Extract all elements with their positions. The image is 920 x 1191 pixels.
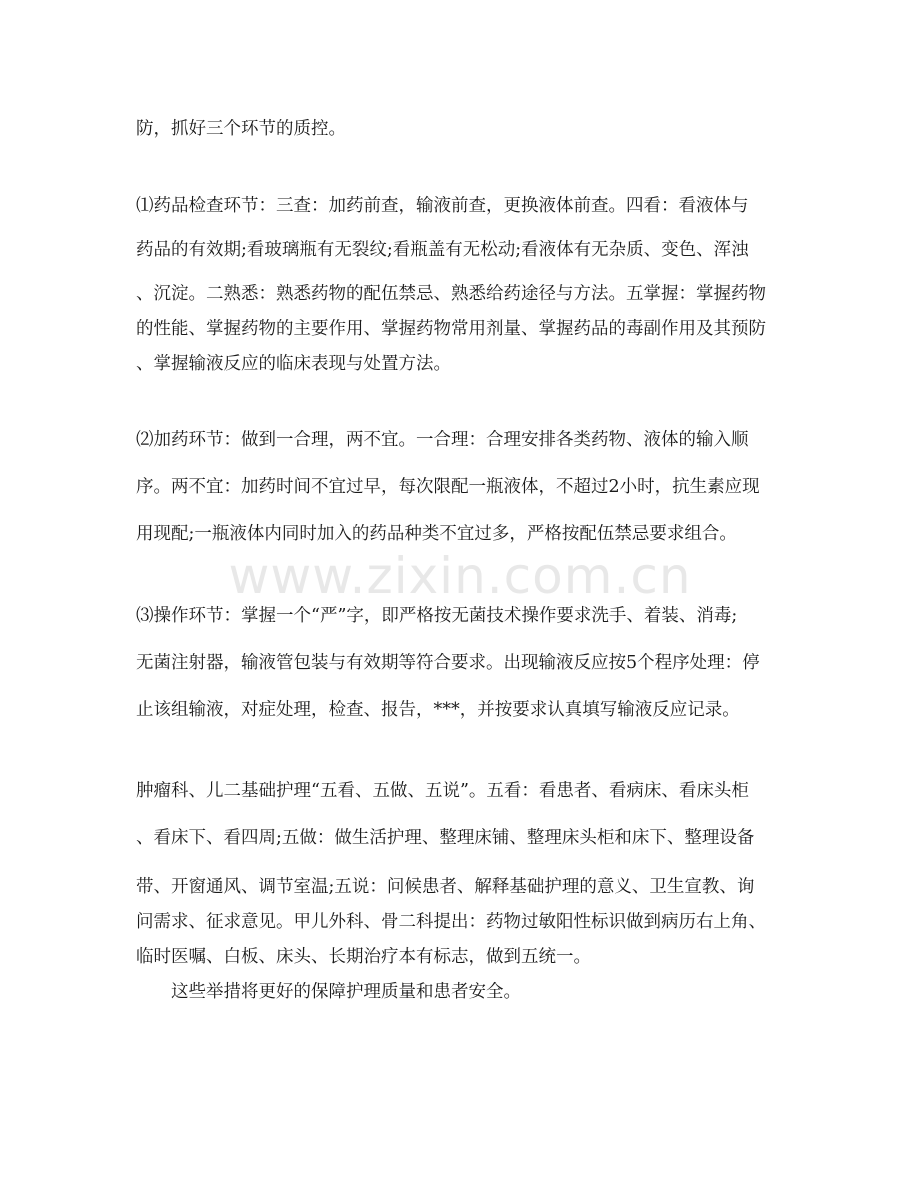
text-line: 、沉淀。二熟悉：熟悉药物的配伍禁忌、熟悉给药途径与方法。五掌握：掌握药物 xyxy=(136,284,766,304)
text-line: 、看床下、看四周;五做：做生活护理、整理床铺、整理床头柜和床下、整理设备 xyxy=(136,828,755,848)
text-line: 无菌注射器，输液管包装与有效期等符合要求。出现输液反应按5个程序处理：停 xyxy=(136,653,760,673)
text-line: 的性能、掌握药物的主要作用、掌握药物常用剂量、掌握药品的毒副作用及其预防 xyxy=(136,319,766,339)
text-line: 序。两不宜：加药时间不宜过早，每次限配一瓶液体，不超过2小时，抗生素应现 xyxy=(136,477,760,497)
text-line: ⑶操作环节：掌握一个“严”字，即严格按无菌技术操作要求洗手、着装、消毒; xyxy=(136,606,738,626)
text-line: 药品的有效期;看玻璃瓶有无裂纹;看瓶盖有无松动;看液体有无杂质、变色、浑浊 xyxy=(136,240,749,260)
text-line: 防，抓好三个环节的质控。 xyxy=(136,119,346,139)
watermark: www.zixin.com.cn xyxy=(228,547,692,605)
text-line: 肿瘤科、儿二基础护理“五看、五做、五说”。五看：看患者、看病床、看床头柜 xyxy=(136,781,749,801)
text-line: 止该组输液，对症处理，检查、报告，***，并按要求认真填写输液反应记录。 xyxy=(136,700,740,720)
text-line: 临时医嘱、白板、床头、长期治疗本有标志，做到五统一。 xyxy=(136,947,591,967)
text-line: ⑴药品检查环节：三查：加药前查，输液前查，更换液体前查。四看：看液体与 xyxy=(136,196,749,216)
text-line: 用现配;一瓶液体内同时加入的药品种类不宜过多，严格按配伍禁忌要求组合。 xyxy=(136,524,737,544)
text-line: 这些举措将更好的保障护理质量和患者安全。 xyxy=(171,982,521,1002)
text-line: 问需求、征求意见。甲儿外科、骨二科提出：药物过敏阳性标识做到病历右上角、 xyxy=(136,912,766,932)
text-line: ⑵加药环节：做到一合理，两不宜。一合理：合理安排各类药物、液体的输入顺 xyxy=(136,430,749,450)
text-line: 带、开窗通风、调节室温;五说：问候患者、解释基础护理的意义、卫生宣教、询 xyxy=(136,877,755,897)
text-line: 、掌握输液反应的临床表现与处置方法。 xyxy=(136,354,451,374)
